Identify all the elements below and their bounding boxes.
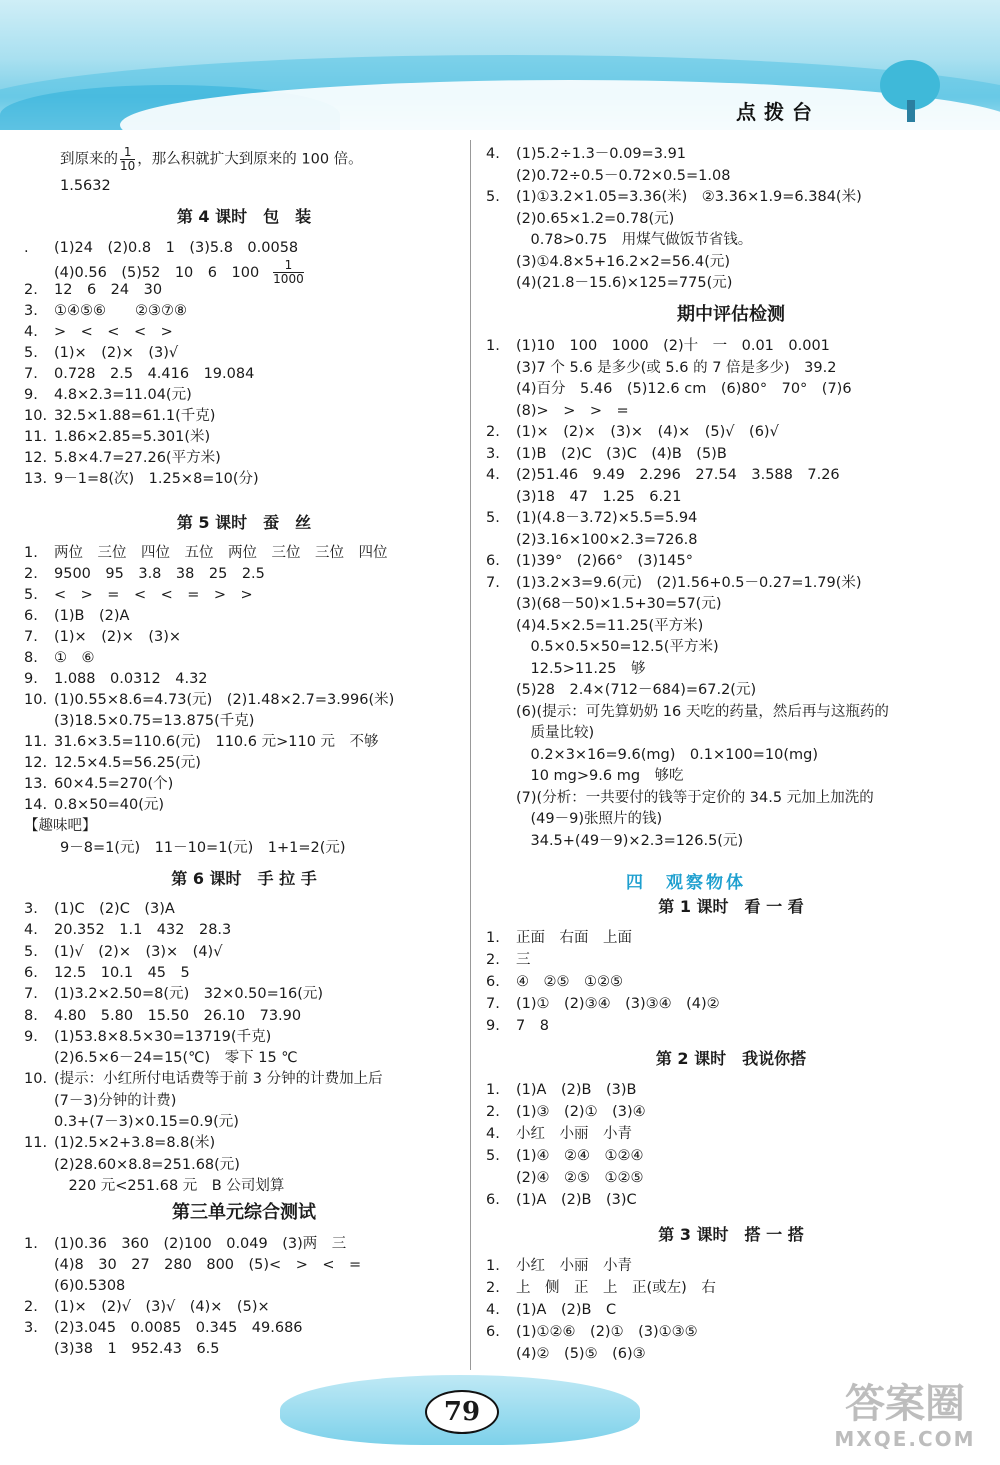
question-number: 3. — [24, 901, 38, 917]
answer-line — [24, 963, 190, 983]
question-number: 5. — [486, 510, 500, 526]
answer-line — [24, 301, 187, 321]
answer-line — [24, 795, 164, 815]
answer-text: (3)①4.8×5+16.2×2=56.4(元) — [516, 253, 731, 270]
answer-text: (1)2.5×2+3.8=8.8(米) — [54, 1135, 216, 1152]
question-number: 6. — [486, 1324, 500, 1340]
answer-text: (3)7 个 5.6 是多少(或 5.6 的 7 倍是多少) 39.2 — [516, 359, 837, 376]
answer-line — [24, 469, 259, 489]
question-number: 14. — [24, 797, 48, 813]
section-title: 第 4 课时 包 装 — [176, 207, 312, 226]
answer-line — [486, 1190, 637, 1210]
answer-line — [24, 343, 178, 363]
answer-line — [24, 1133, 215, 1153]
answer-text: (2)51.46 9.49 2.296 27.54 3.588 7.26 — [516, 467, 840, 483]
answer-text: (49－9)张照片的钱) — [516, 811, 663, 827]
answer-text: < > = < < = > > — [54, 587, 253, 603]
question-number: 3. — [486, 445, 500, 462]
answer-text: 12.5 10.1 45 5 — [54, 964, 190, 981]
answer-text: (5)28 2.4×(712－684)=67.2(元) — [516, 682, 757, 698]
question-number: 4. — [486, 1302, 500, 1318]
answer-line — [24, 280, 162, 300]
answer-line — [24, 1255, 361, 1275]
answer-line — [24, 585, 253, 605]
answer-text: 小红 小丽 小青 — [516, 1126, 632, 1142]
answer-text: (1)A (2)B (3)B — [516, 1082, 637, 1098]
answer-line — [24, 1318, 303, 1338]
answer-line — [24, 564, 265, 584]
answer-line — [24, 1155, 240, 1175]
answer-text: (3)38 1 952.43 6.5 — [54, 1341, 220, 1357]
answer-text: 4.80 5.80 15.50 26.10 73.90 — [54, 1007, 302, 1024]
question-number: 3. — [24, 303, 38, 319]
answer-text: 正面 右面 上面 — [516, 930, 632, 946]
answer-text: 31.6×3.5=110.6(元) 110.6 元>110 元 不够 — [54, 734, 379, 750]
answer-text: ①④⑤⑥ ②③⑦⑧ — [54, 303, 187, 319]
answer-text: (6)(提示：可先算奶奶 16 天吃的药量，然后再与这瓶药的 — [516, 703, 889, 720]
answer-line — [486, 637, 719, 657]
answer-text: (3)18 47 1.25 6.21 — [516, 488, 682, 505]
answer-text: (7－3)分钟的计费) — [54, 1092, 177, 1109]
answer-text: (1)53.8×8.5×30=13719(千克) — [54, 1028, 272, 1045]
answer-line — [486, 594, 721, 614]
answer-text: ① ⑥ — [54, 650, 95, 666]
watermark-url: MXQE.COM — [834, 1427, 976, 1451]
answer-line — [486, 972, 623, 992]
answer-text: 20.352 1.1 432 28.3 — [54, 922, 232, 939]
answer-line — [24, 774, 173, 794]
fraction — [120, 146, 135, 173]
answer-line — [486, 1102, 646, 1122]
answer-text: (1)× (2)× (3)√ — [54, 345, 179, 361]
answer-line — [486, 336, 830, 356]
answer-line — [24, 732, 379, 752]
fraction-numerator: 1 — [120, 146, 135, 160]
answer-line — [24, 322, 173, 342]
answer-text: (1)B (2)A — [54, 608, 130, 624]
question-number: 4. — [486, 1126, 500, 1142]
answer-line — [24, 364, 254, 384]
answer-line — [24, 920, 231, 940]
question-number: 9. — [24, 387, 38, 403]
question-number: . — [24, 240, 29, 256]
answer-line — [24, 1339, 220, 1359]
answer-text: 32.5×1.88=61.1(千克) — [54, 408, 216, 424]
answer-line — [24, 1276, 125, 1296]
answer-line — [486, 551, 693, 571]
answer-line — [24, 690, 394, 710]
answer-line — [486, 994, 720, 1014]
answer-line — [486, 950, 531, 970]
answer-text: (2)6.5×6－24=15(℃) 零下 15 ℃ — [54, 1050, 298, 1067]
fraction-denominator: 1000 — [273, 272, 304, 286]
answer-line — [486, 745, 818, 765]
answer-line — [486, 1016, 549, 1036]
answer-text: (1)√ (2)× (3)× (4)√ — [54, 943, 223, 960]
question-number: 5. — [24, 345, 38, 361]
question-number: 1. — [24, 1236, 38, 1252]
answer-text: 两位 三位 四位 五位 两位 三位 三位 四位 — [54, 545, 388, 561]
answer-text: 0.3+(7－3)×0.15=0.9(元) — [54, 1114, 239, 1130]
answer-text: > < < < > — [54, 324, 173, 340]
answer-text: (1)C (2)C (3)A — [54, 901, 175, 917]
answer-line — [486, 1124, 632, 1144]
answer-text: 5.8×4.7=27.26(平方米) — [54, 450, 221, 466]
question-number: 2. — [24, 282, 38, 298]
answer-text: (4)② (5)⑤ (6)③ — [516, 1346, 646, 1362]
question-number: 11. — [24, 734, 48, 750]
answer-text: (1)3.2×2.50=8(元) 32×0.50=16(元) — [54, 986, 324, 1003]
answer-line — [486, 230, 752, 250]
answer-text: (2)3.045 0.0085 0.345 49.686 — [54, 1320, 303, 1336]
fun-label: 【趣味吧】 — [24, 818, 97, 834]
answer-line — [24, 1091, 176, 1111]
answer-line — [486, 1146, 644, 1166]
question-number: 8. — [24, 1007, 38, 1024]
answer-line — [486, 1080, 636, 1100]
answer-text: (8)> > > = — [516, 402, 629, 419]
answer-text: (1)39° (2)66° (3)145° — [516, 553, 693, 569]
question-number: 12. — [24, 450, 48, 466]
answer-line — [24, 238, 298, 258]
fraction-numerator: 1 — [273, 259, 304, 273]
answer-text: (2)0.65×1.2=0.78(元) — [516, 210, 675, 227]
question-number: 5. — [24, 587, 38, 603]
answer-text: 质量比较) — [516, 725, 595, 741]
question-number: 1. — [486, 1082, 500, 1098]
answer-line — [486, 1322, 698, 1342]
question-number: 2. — [24, 566, 38, 582]
answer-line — [486, 831, 743, 851]
question-number: 5. — [486, 189, 500, 205]
fun-answer: 9－8=1(元) 11－10=1(元) 1+1=2(元) — [60, 840, 346, 856]
answer-text: ④ ②⑤ ①②⑤ — [516, 974, 623, 990]
unit-number: 四 — [626, 873, 646, 893]
answer-text: (1)①3.2×1.05=3.36(米) ②3.36×1.9=6.384(米) — [516, 189, 862, 205]
answer-line — [486, 209, 674, 229]
page-number: 79 — [425, 1390, 499, 1434]
answer-line — [24, 448, 221, 468]
section-title: 第 2 课时 我说你搭 — [655, 1049, 807, 1068]
question-number: 13. — [24, 776, 48, 792]
answer-text: (2)3.16×100×2.3=726.8 — [516, 531, 698, 548]
question-number: 4. — [486, 146, 500, 162]
question-number: 9. — [24, 671, 38, 687]
question-number: 7. — [24, 366, 38, 382]
answer-text: (3)18.5×0.75=13.875(千克) — [54, 713, 255, 729]
answer-text: 0.78>0.75 用煤气做饭节省钱。 — [516, 232, 753, 248]
answer-text: (1)③ (2)① (3)④ — [516, 1104, 646, 1120]
unit-title — [626, 868, 746, 893]
answer-line — [24, 942, 222, 962]
answer-text: 9－1=8(次) 1.25×8=10(分) — [54, 471, 259, 487]
answer-text: (1)④ ②④ ①②④ — [516, 1148, 644, 1164]
question-number: 6. — [486, 974, 500, 990]
answer-text: 1.86×2.85=5.301(米) — [54, 429, 211, 445]
watermark-text: 答案圈 — [845, 1381, 965, 1427]
answer-text: (2)④ ②⑤ ①②⑤ — [516, 1170, 644, 1186]
answer-text: 1.088 0.0312 4.32 — [54, 671, 208, 687]
question-number: 1. — [486, 1258, 500, 1274]
question-number: 9. — [486, 1018, 500, 1034]
answer-text: (1)24 (2)0.8 1 (3)5.8 0.0058 — [54, 240, 299, 256]
answer-line — [24, 1297, 270, 1317]
section-title: 第 1 课时 看 一 看 — [658, 897, 804, 916]
section-title: 第 3 课时 搭 一 搭 — [658, 1225, 804, 1244]
answer-line — [24, 669, 208, 689]
answer-line: 1.5632 — [60, 178, 111, 194]
answer-line — [24, 1176, 284, 1196]
answer-line — [486, 766, 684, 786]
answer-line — [24, 899, 175, 919]
answer-line — [24, 711, 254, 731]
answer-text: 12.5×4.5=56.25(元) — [54, 755, 201, 771]
question-number: 12. — [24, 755, 48, 771]
question-number: 6. — [24, 608, 38, 624]
answer-text: 7 8 — [516, 1018, 549, 1034]
question-number: 4. — [486, 467, 500, 483]
answer-line — [24, 1048, 298, 1068]
question-number: 10. — [24, 1071, 48, 1088]
question-number: 1. — [486, 338, 500, 354]
answer-text: 12.5>11.25 够 — [516, 660, 646, 677]
question-number: 13. — [24, 471, 48, 487]
answer-text: (4)4.5×2.5=11.25(平方米) — [516, 617, 704, 634]
section-title: 第 5 课时 蚕 丝 — [176, 513, 312, 532]
question-number: 2. — [486, 952, 500, 968]
answer-line — [486, 358, 836, 378]
answer-line — [486, 788, 874, 808]
answer-line — [486, 444, 727, 464]
question-number: 2. — [24, 1299, 38, 1315]
answer-text: (4)百分 5.46 (5)12.6 cm (6)80° 70° (7)6 — [516, 381, 852, 397]
answer-text: (3)(68－50)×1.5+30=57(元) — [516, 596, 722, 612]
answer-text: (提示：小红所付电话费等于前 3 分钟的计费加上后 — [54, 1071, 383, 1088]
answer-text: (1)× (2)× (3)× — [54, 629, 182, 645]
question-number: 4. — [24, 324, 38, 340]
answer-line — [486, 422, 779, 442]
answer-line — [24, 1069, 383, 1089]
section-title: 第 6 课时 手 拉 手 — [171, 869, 317, 888]
answer-text: (6)0.5308 — [54, 1278, 126, 1294]
answer-text: 小红 小丽 小青 — [516, 1258, 632, 1274]
answer-line — [486, 1278, 716, 1298]
answer-text: 60×4.5=270(个) — [54, 776, 174, 792]
answer-line — [486, 573, 862, 593]
question-number: 3. — [24, 1320, 38, 1336]
answer-line — [486, 401, 629, 421]
section-title: 第三单元综合测试 — [172, 1202, 316, 1223]
answer-text: (2)0.72÷0.5－0.72×0.5=1.08 — [516, 167, 731, 184]
answer-line — [24, 1027, 271, 1047]
answer-text: (1)3.2×3=9.6(元) (2)1.56+0.5－0.27=1.79(米) — [516, 574, 862, 591]
question-number: 1. — [486, 930, 500, 946]
answer-line — [486, 508, 697, 528]
answer-text: (1)× (2)× (3)× (4)× (5)√ (6)√ — [516, 424, 779, 440]
answer-text: 到原来的 — [60, 151, 118, 168]
answer-text: 4.8×2.3=11.04(元) — [54, 387, 192, 403]
question-number: 6. — [486, 1192, 500, 1208]
answer-text: (1)① (2)③④ (3)③④ (4)② — [516, 996, 720, 1012]
answer-line — [486, 1344, 646, 1364]
answer-text: 9500 95 3.8 38 25 2.5 — [54, 566, 265, 582]
answer-text: 10 mg>9.6 mg 够吃 — [516, 768, 684, 784]
fraction-denominator: 10 — [120, 159, 136, 173]
column-divider — [470, 140, 471, 1370]
answer-line — [486, 273, 732, 293]
question-number: 4. — [24, 922, 38, 939]
question-number: 5. — [24, 943, 38, 960]
answer-text: 上 侧 正 上 正(或左) 右 — [516, 1280, 716, 1296]
question-number: 7. — [486, 574, 500, 591]
header-brand: 点拨台 — [736, 100, 820, 124]
section-title: 期中评估检测 — [677, 304, 785, 325]
answer-line — [486, 616, 703, 636]
unit-name: 观察物体 — [666, 873, 746, 893]
answer-text: 0.2×3×16=9.6(mg) 0.1×100=10(mg) — [516, 746, 819, 763]
question-number: 7. — [486, 996, 500, 1012]
answer-line — [486, 166, 730, 186]
answer-line — [486, 809, 662, 829]
question-number: 7. — [24, 629, 38, 645]
answer-text: (1)A (2)B C — [516, 1302, 617, 1318]
answer-line — [486, 487, 682, 507]
answer-line — [24, 627, 181, 647]
answer-text: (1)5.2÷1.3－0.09=3.91 — [516, 146, 687, 162]
answer-text: (1)10 100 1000 (2)十 一 0.01 0.001 — [516, 338, 830, 354]
answer-line — [486, 187, 862, 207]
answer-text: (1)①②⑥ (2)① (3)①③⑤ — [516, 1324, 698, 1340]
answer-text: (7)(分析：一共要付的钱等于定价的 34.5 元加上加洗的 — [516, 789, 874, 806]
question-number: 6. — [24, 964, 38, 981]
answer-line — [486, 723, 594, 743]
answer-line — [24, 984, 323, 1004]
answer-line — [486, 252, 730, 272]
answer-text: (1)0.36 360 (2)100 0.049 (3)两 三 — [54, 1236, 347, 1252]
answer-text: 12 6 24 30 — [54, 282, 163, 298]
question-number: 2. — [486, 1280, 500, 1296]
question-number: 8. — [24, 650, 38, 666]
question-number: 2. — [486, 424, 500, 440]
answer-line — [24, 1112, 239, 1132]
answer-text: (4)(21.8－15.6)×125=775(元) — [516, 275, 733, 291]
question-number: 11. — [24, 1135, 48, 1152]
answer-text: 0.8×50=40(元) — [54, 797, 165, 813]
question-number: 6. — [486, 553, 500, 569]
question-number: 7. — [24, 986, 38, 1003]
answer-text: (4)0.56 (5)52 10 6 100 — [54, 264, 260, 281]
answer-line — [24, 385, 192, 405]
answer-line — [24, 406, 215, 426]
answer-line — [24, 1006, 301, 1026]
answer-text: (1)× (2)√ (3)√ (4)× (5)× — [54, 1299, 270, 1315]
answer-line — [24, 648, 95, 668]
answer-text: (4)8 30 27 280 800 (5)< > < = — [54, 1257, 362, 1273]
tree-trunk — [907, 100, 915, 122]
answer-line — [486, 680, 756, 700]
answer-text: (2)28.60×8.8=251.68(元) — [54, 1156, 240, 1173]
question-number: 10. — [24, 408, 48, 424]
answer-line — [486, 1300, 616, 1320]
fraction — [273, 259, 304, 286]
answer-line — [24, 543, 388, 563]
question-number: 2. — [486, 1104, 500, 1120]
answer-line — [486, 702, 889, 722]
answer-line — [486, 465, 840, 485]
answer-line — [486, 1168, 644, 1188]
question-number: 9. — [24, 1028, 38, 1045]
question-number: 5. — [486, 1148, 500, 1164]
answer-line — [24, 427, 210, 447]
answer-line — [486, 659, 645, 679]
answer-line — [486, 1256, 632, 1276]
answer-line — [486, 379, 852, 399]
answer-text: 0.728 2.5 4.416 19.084 — [54, 366, 255, 382]
answer-line — [24, 606, 129, 626]
answer-text: 0.5×0.5×50=12.5(平方米) — [516, 639, 719, 655]
answer-line — [24, 1234, 346, 1254]
answer-line — [486, 928, 632, 948]
answer-line — [60, 146, 363, 173]
answer-text: (1)B (2)C (3)C (4)B (5)B — [516, 445, 727, 462]
answer-text: (1)(4.8－3.72)×5.5=5.94 — [516, 510, 698, 526]
answer-text: 220 元<251.68 元 B 公司划算 — [54, 1177, 285, 1194]
answer-text: (1)0.55×8.6=4.73(元) (2)1.48×2.7=3.996(米) — [54, 692, 395, 708]
question-number: 1. — [24, 545, 38, 561]
watermark — [820, 1380, 990, 1455]
question-number: 10. — [24, 692, 48, 708]
answer-line — [24, 753, 201, 773]
answer-text: ，那么积就扩大到原来的 100 倍。 — [137, 151, 363, 168]
answer-line — [486, 144, 686, 164]
answer-text: (1)A (2)B (3)C — [516, 1192, 637, 1208]
question-number: 11. — [24, 429, 48, 445]
answer-text: 三 — [516, 952, 531, 968]
page-header-banner — [0, 0, 1000, 130]
answer-text: 34.5+(49－9)×2.3=126.5(元) — [516, 832, 744, 849]
answer-line — [486, 530, 698, 550]
